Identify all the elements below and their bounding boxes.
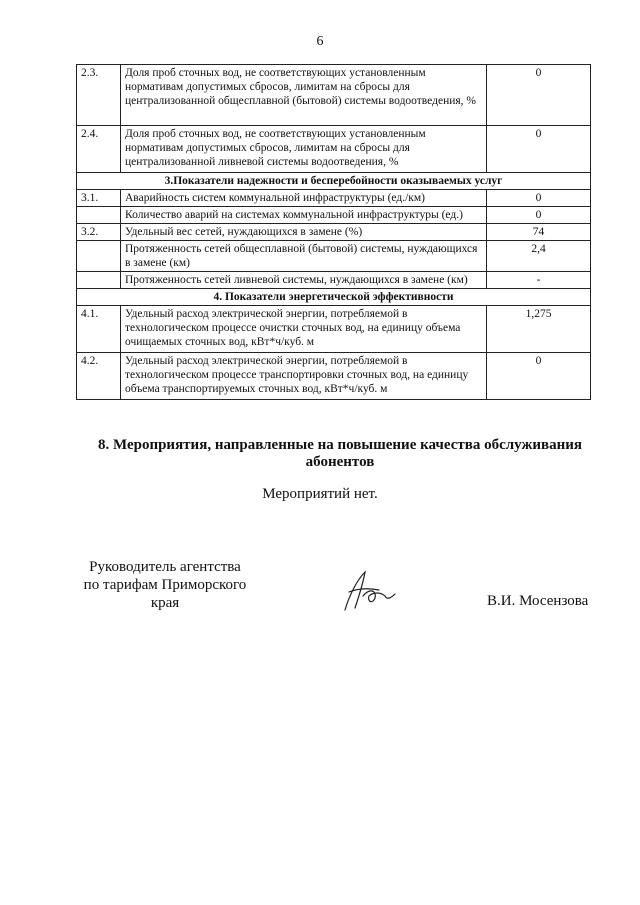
indicator-name: Удельный вес сетей, нуждающихся в замене (%) (121, 224, 487, 241)
indicator-name: Протяженность сетей ливневой системы, нуждающихся в замене (км) (121, 272, 487, 289)
table-row (77, 190, 591, 207)
row-number (77, 272, 121, 289)
row-number (77, 241, 121, 272)
indicator-name: Удельный расход электрической энергии, потребляемой в технологическом процессе транспортировки сточных вод, на единицу объема транспортируемых сточных вод, кВт*ч/куб. м (121, 353, 487, 400)
indicator-value: 0 (487, 126, 591, 173)
section-heading: 8. Мероприятия, направленные на повышение качества обслуживания абонентов (97, 437, 582, 470)
indicator-value: 0 (487, 190, 591, 207)
section-row (77, 289, 591, 306)
section-row (77, 173, 591, 190)
indicator-name: Количество аварий на системах коммунальной инфраструктуры (ед.) (121, 207, 487, 224)
signer-position: Руководитель агентства по тарифам Приморского края (83, 559, 247, 611)
table-row (77, 272, 591, 289)
page-number: 6 (316, 34, 324, 49)
indicator-name: Протяженность сетей общесплавной (бытовой) системы, нуждающихся в замене (км) (121, 241, 487, 272)
no-activities-text: Мероприятий нет. (262, 486, 378, 502)
indicator-value: 2,4 (487, 241, 591, 272)
row-number (77, 207, 121, 224)
signature-image (333, 566, 403, 616)
row-number: 3.2. (77, 224, 121, 241)
section-title-energy: 4. Показатели энергетической эффективности (77, 289, 591, 306)
table-row (77, 207, 591, 224)
table-row (77, 126, 591, 173)
indicator-value: 74 (487, 224, 591, 241)
table-row (77, 353, 591, 400)
indicator-name: Доля проб сточных вод, не соответствующих установленным нормативам допустимых сбросов, лимитам на сбросы для централизованной ливневой системы водоотведения, % (121, 126, 487, 173)
row-number: 3.1. (77, 190, 121, 207)
section-title-reliability: 3.Показатели надежности и бесперебойности оказываемых услуг (77, 173, 591, 190)
table-row (77, 241, 591, 272)
indicator-value: 1,275 (487, 306, 591, 353)
indicator-name: Доля проб сточных вод, не соответствующих установленным нормативам допустимых сбросов, лимитам на сбросы для централизованной общесплавной (бытовой) системы водоотведения, % (121, 65, 487, 126)
row-number: 2.4. (77, 126, 121, 173)
table-row (77, 306, 591, 353)
indicator-name: Удельный расход электрической энергии, потребляемой в технологическом процессе очистки сточных вод, на единицу объема очищаемых сточных вод, кВт*ч/куб. м (121, 306, 487, 353)
row-number: 2.3. (77, 65, 121, 126)
indicator-value: 0 (487, 353, 591, 400)
indicator-value: 0 (487, 207, 591, 224)
table-row (77, 65, 591, 126)
signer-name: В.И. Мосензова (487, 593, 589, 609)
row-number: 4.2. (77, 353, 121, 400)
indicator-name: Аварийность систем коммунальной инфраструктуры (ед./км) (121, 190, 487, 207)
indicator-value: 0 (487, 65, 591, 126)
indicators-table (76, 64, 591, 400)
row-number: 4.1. (77, 306, 121, 353)
table-row (77, 224, 591, 241)
indicator-value: - (487, 272, 591, 289)
